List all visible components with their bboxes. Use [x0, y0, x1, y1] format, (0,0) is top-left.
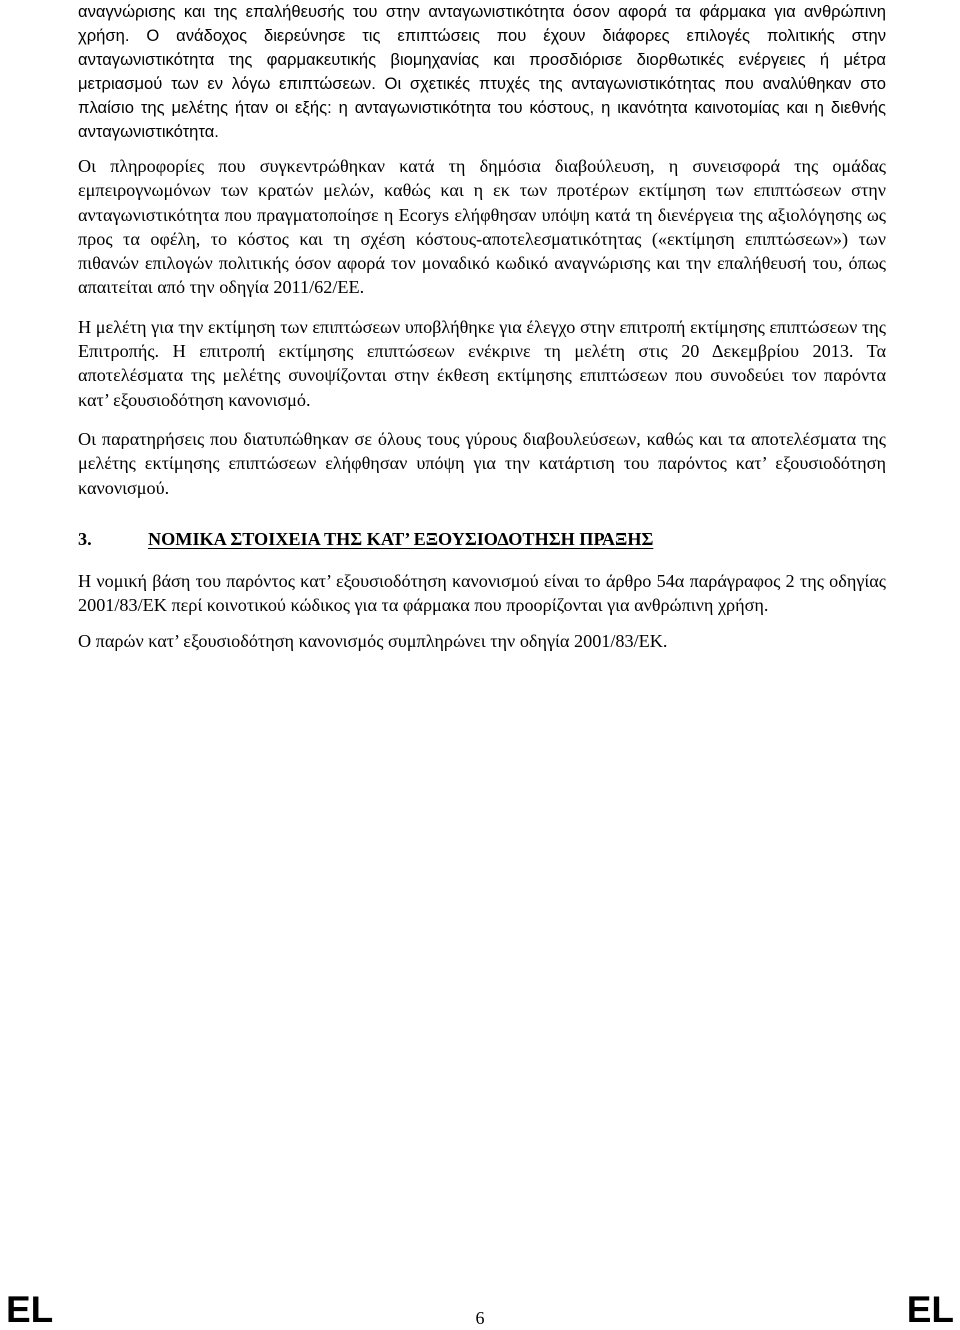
footer-page-number: 6 — [475, 1308, 485, 1328]
footer-language-left: EL — [6, 1289, 54, 1330]
paragraph-6: Ο παρών κατ’ εξουσιοδότηση κανονισμός συμπληρώνει την οδηγία 2001/83/ΕΚ. — [78, 631, 668, 652]
section-number: 3. — [78, 528, 92, 549]
paragraph-2: Οι πληροφορίες που συγκεντρώθηκαν κατά τη δημόσια διαβούλευση, η συνεισφορά της ομάδας εμπειρογνωμόνων των κρατών μελών, καθώς και η εκ των προτέρων εκτίμηση των επιπτώσεων στην ανταγωνιστικότητα που πραγματοποίησε η Ecorys ελήφθησαν υπόψη κατά τη διενέργεια της αξιολόγησης ως προς τα οφέλη, το κόστος και τη σχέση κόστους-αποτελεσματικότητας («εκτίμηση επιπτώσεων») των πιθανών επιλογών πολιτικής όσον αφορά τον μοναδικό κωδικό αναγνώρισης και την επαλήθευσή του, όπως απαιτείται από την οδηγία 2011/62/ΕΕ. — [78, 156, 886, 298]
paragraph-1: αναγνώρισης και της επαλήθευσής του στην ανταγωνιστικότητα όσον αφορά τα φάρμακα για ανθρώπινη χρήση. Ο ανάδοχος διερεύνησε τις επιπτώσεις που έχουν διάφορες επιλογές πολιτικής στην ανταγωνιστικότητα της φαρμακευτικής βιομηχανίας και προσδιόρισε διορθωτικές ενέργειες ή μέτρα μετριασμού των εν λόγω επιπτώσεων. Οι σχετικές πτυχές της ανταγωνιστικότητας που αναλύθηκαν στο πλαίσιο της μελέτης ήταν οι εξής: η ανταγωνιστικότητα του κόστους, η ικανότητα καινοτομίας και η διεθνής ανταγωνιστικότητα. — [78, 2, 886, 141]
document-body — [78, 0, 886, 669]
paragraph-3: Η μελέτη για την εκτίμηση των επιπτώσεων υποβλήθηκε για έλεγχο στην επιτροπή εκτίμησης επιπτώσεων της Επιτροπής. Η επιτροπή εκτίμησης επιπτώσεων ενέκρινε τη μελέτη στις 20 Δεκεμβρίου 2013. Τα αποτελέσματα της μελέτης συνοψίζονται στην έκθεση εκτίμησης επιπτώσεων που συνοδεύει τον παρόντα κατ’ εξουσιοδότηση κανονισμό. — [78, 316, 886, 410]
footer-language-right: EL — [906, 1289, 954, 1330]
section-heading — [78, 527, 886, 551]
paragraph-4: Οι παρατηρήσεις που διατυπώθηκαν σε όλους τους γύρους διαβουλεύσεων, καθώς και τα αποτελέσματα της μελέτης εκτίμησης επιπτώσεων ελήφθησαν υπόψη για την κατάρτιση του παρόντος κατ’ εξουσιοδότηση κανονισμού. — [78, 428, 886, 498]
paragraph-5: Η νομική βάση του παρόντος κατ’ εξουσιοδότηση κανονισμού είναι το άρθρο 54α παράγραφος 2 της οδηγίας 2001/83/ΕΚ περί κοινοτικού κώδικος για τα φάρμακα που προορίζονται για ανθρώπινη χρήση. — [78, 570, 886, 616]
section-title: ΝΟΜΙΚΑ ΣΤΟΙΧΕΙΑ ΤΗΣ ΚΑΤ’ ΕΞΟΥΣΙΟΔΟΤΗΣΗ ΠΡΑΞΗΣ — [148, 528, 654, 549]
